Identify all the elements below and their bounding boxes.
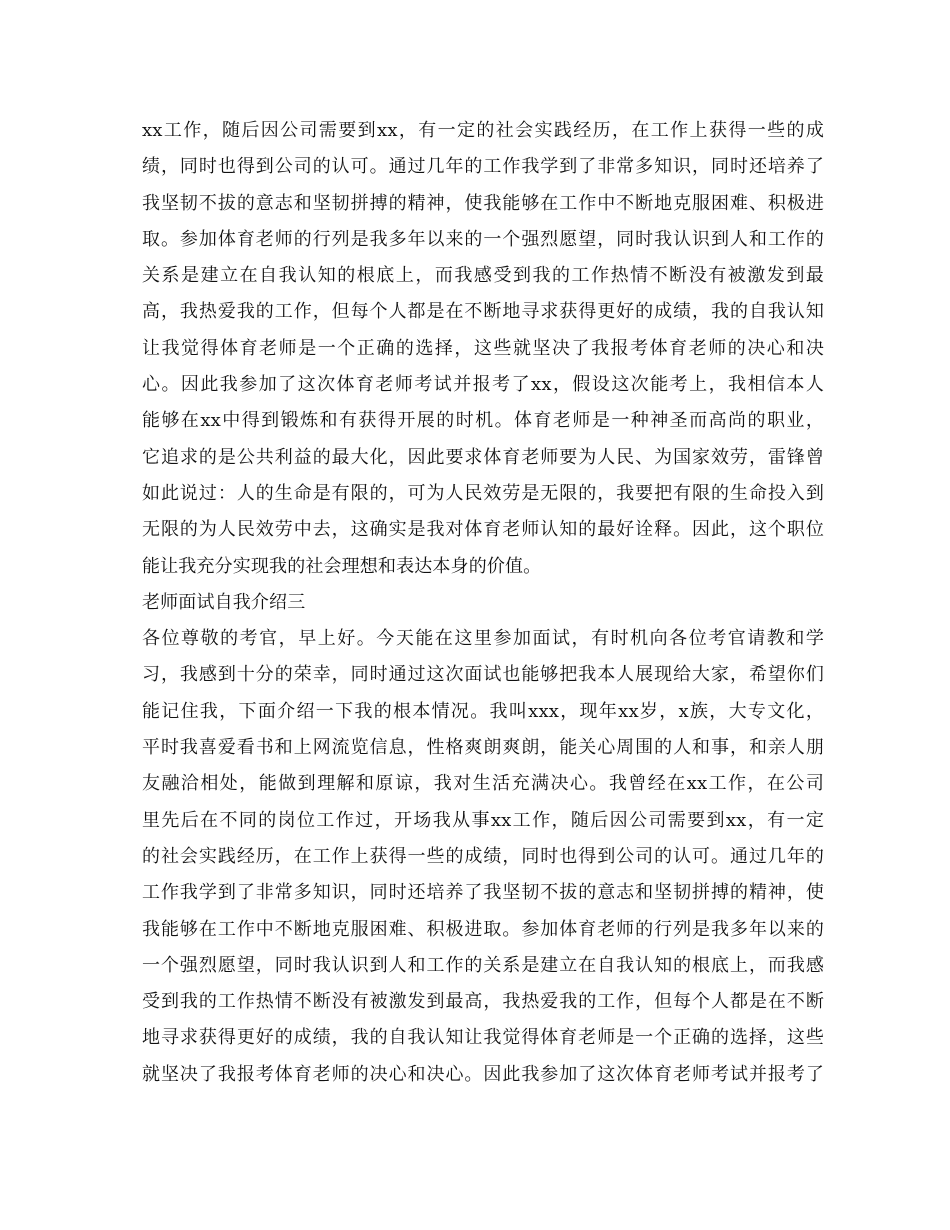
text-line: xx工作，随后因公司需要到xx，有一定的社会实践经历，在工作上获得一些的成 bbox=[142, 120, 824, 141]
text-line: 关系是建立在自我认知的根底上，而我感受到我的工作热情不断没有被激发到最 bbox=[142, 265, 824, 287]
text-line: 就坚决了我报考体育老师的决心和决心。因此我参加了这次体育老师考试并报考了 bbox=[142, 1063, 824, 1085]
text-line: 友融洽相处，能做到理解和原谅，我对生活充满决心。我曾经在xx工作，在公司 bbox=[142, 773, 824, 795]
text-line: 里先后在不同的岗位工作过，开场我从事xx工作，随后因公司需要到xx，有一定 bbox=[142, 809, 824, 831]
text-line: 能让我充分实现我的社会理想和表达本身的价值。 bbox=[142, 555, 542, 577]
text-line: 习，我感到十分的荣幸，同时通过这次面试也能够把我本人展现给大家，希望你们 bbox=[142, 664, 824, 686]
text-line: 它追求的是公共利益的最大化，因此要求体育老师要为人民、为国家效劳，雷锋曾 bbox=[142, 446, 824, 468]
text-line: 心。因此我参加了这次体育老师考试并报考了xx，假设这次能考上，我相信本人 bbox=[142, 374, 824, 396]
text-line: 受到我的工作热情不断没有被激发到最高，我热爱我的工作，但每个人都是在不断 bbox=[142, 991, 824, 1013]
text-line: 高，我热爱我的工作，但每个人都是在不断地寻求获得更好的成绩，我的自我认知 bbox=[142, 301, 824, 323]
document-page bbox=[142, 113, 824, 1093]
text-line: 无限的为人民效劳中去，这确实是我对体育老师认知的最好诠释。因此，这个职位 bbox=[142, 519, 824, 541]
text-line: 我坚韧不拔的意志和坚韧拼搏的精神，使我能够在工作中不断地克服困难、积极进 bbox=[142, 192, 824, 214]
text-line: 取。参加体育老师的行列是我多年以来的一个强烈愿望，同时我认识到人和工作的 bbox=[142, 228, 824, 250]
text-line: 平时我喜爱看书和上网流览信息，性格爽朗爽朗，能关心周围的人和事，和亲人朋 bbox=[142, 737, 824, 759]
text-line: 绩，同时也得到公司的认可。通过几年的工作我学到了非常多知识，同时还培养了 bbox=[142, 156, 824, 178]
text-line: 一个强烈愿望，同时我认识到人和工作的关系是建立在自我认知的根底上，而我感 bbox=[142, 954, 824, 976]
text-line: 我能够在工作中不断地克服困难、积极进取。参加体育老师的行列是我多年以来的 bbox=[142, 918, 824, 940]
text-line: 地寻求获得更好的成绩，我的自我认知让我觉得体育老师是一个正确的选择，这些 bbox=[142, 1027, 824, 1049]
text-line: 能记住我，下面介绍一下我的根本情况。我叫xxx，现年xx岁，x族，大专文化， bbox=[142, 700, 824, 722]
text-line: 如此说过：人的生命是有限的，可为人民效劳是无限的，我要把有限的生命投入到 bbox=[142, 482, 824, 504]
text-line: 让我觉得体育老师是一个正确的选择，这些就坚决了我报考体育老师的决心和决 bbox=[142, 337, 824, 359]
section-heading: 老师面试自我介绍三 bbox=[142, 591, 306, 613]
text-line: 的社会实践经历，在工作上获得一些的成绩，同时也得到公司的认可。通过几年的 bbox=[142, 845, 824, 867]
text-line: 各位尊敬的考官，早上好。今天能在这里参加面试，有时机向各位考官请教和学 bbox=[142, 628, 824, 650]
text-line: 能够在xx中得到锻炼和有获得开展的时机。体育老师是一种神圣而高尚的职业， bbox=[142, 410, 824, 432]
text-line: 工作我学到了非常多知识，同时还培养了我坚韧不拔的意志和坚韧拼搏的精神，使 bbox=[142, 882, 824, 904]
